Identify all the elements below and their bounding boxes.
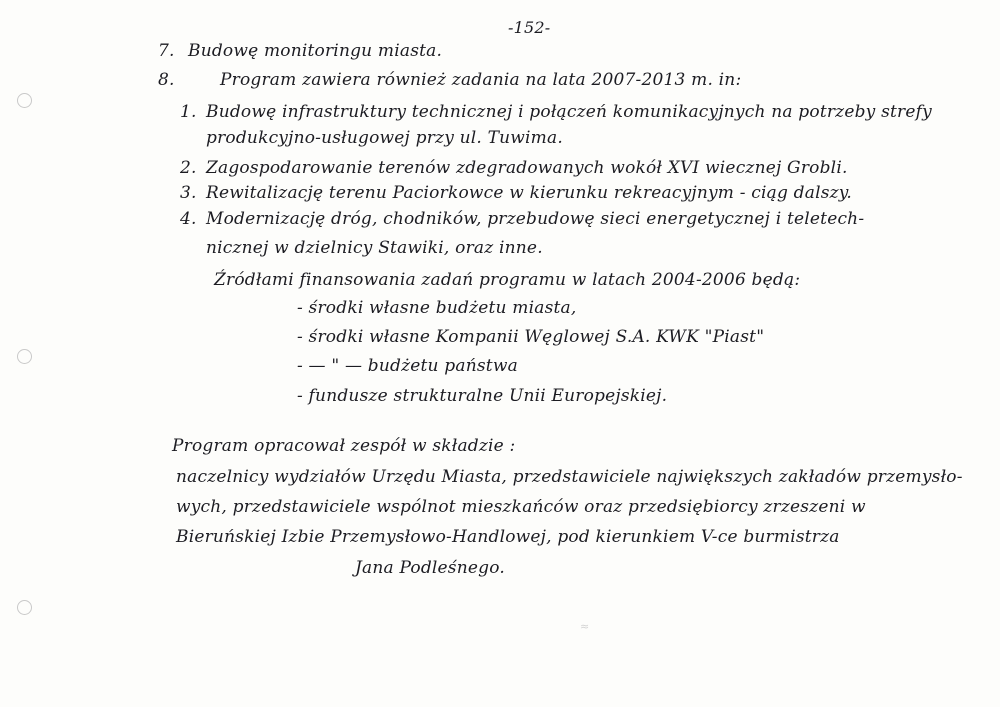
- list-item: [158, 41, 442, 61]
- punch-hole-icon: [17, 349, 32, 364]
- financing-source: - środki własne Kompanii Węglowej S.A. KWK "Piast": [297, 327, 765, 347]
- financing-intro: Źródłami finansowania zadań programu w latach 2004-2006 będą:: [214, 270, 801, 290]
- subitem-number: 4.: [180, 209, 197, 229]
- subitem-text: Zagospodarowanie terenów zdegradowanych wokół XVI wiecznej Grobli.: [206, 158, 848, 178]
- authors-line: naczelnicy wydziałów Urzędu Miasta, przedstawiciele największych zakładów przemysło-: [176, 467, 963, 487]
- subitem-number: 1.: [180, 102, 197, 122]
- subitem-continuation: nicznej w dzielnicy Stawiki, oraz inne.: [206, 238, 543, 258]
- financing-source: - fundusze strukturalne Unii Europejskiej.: [297, 386, 668, 406]
- scan-smudge: ≈: [580, 620, 590, 633]
- punch-hole-icon: [17, 600, 32, 615]
- subitem-text: Budowę infrastruktury technicznej i połączeń komunikacyjnych na potrzeby strefy: [206, 102, 932, 122]
- authors-line: Jana Podleśnego.: [355, 558, 505, 578]
- item-text: Program zawiera również zadania na lata 2007-2013 m. in:: [220, 70, 742, 90]
- item-text: Budowę monitoringu miasta.: [188, 41, 443, 61]
- page-number: -152-: [508, 18, 551, 37]
- item-number: 8.: [158, 70, 175, 90]
- list-item: [158, 70, 741, 90]
- subitem-text: Modernizację dróg, chodników, przebudowę sieci energetycznej i teletech-: [206, 209, 865, 229]
- subitem-number: 3.: [180, 183, 197, 203]
- subitem-continuation: produkcyjno-usługowej przy ul. Tuwima.: [206, 128, 563, 148]
- subitem: [180, 209, 864, 229]
- authors-line: Bieruńskiej Izbie Przemysłowo-Handlowej, pod kierunkiem V-ce burmistrza: [176, 527, 840, 547]
- subitem: [180, 183, 852, 203]
- subitem: [180, 102, 932, 122]
- authors-line: wych, przedstawiciele wspólnot mieszkańców oraz przedsiębiorcy zrzeszeni w: [176, 497, 866, 517]
- punch-hole-icon: [17, 93, 32, 108]
- subitem-number: 2.: [180, 158, 197, 178]
- authors-heading: Program opracował zespół w składzie :: [172, 436, 516, 456]
- financing-source: - — " — budżetu państwa: [297, 356, 518, 376]
- financing-source: - środki własne budżetu miasta,: [297, 298, 577, 318]
- item-number: 7.: [158, 41, 175, 61]
- subitem: [180, 158, 848, 178]
- subitem-text: Rewitalizację terenu Paciorkowce w kierunku rekreacyjnym - ciąg dalszy.: [206, 183, 852, 203]
